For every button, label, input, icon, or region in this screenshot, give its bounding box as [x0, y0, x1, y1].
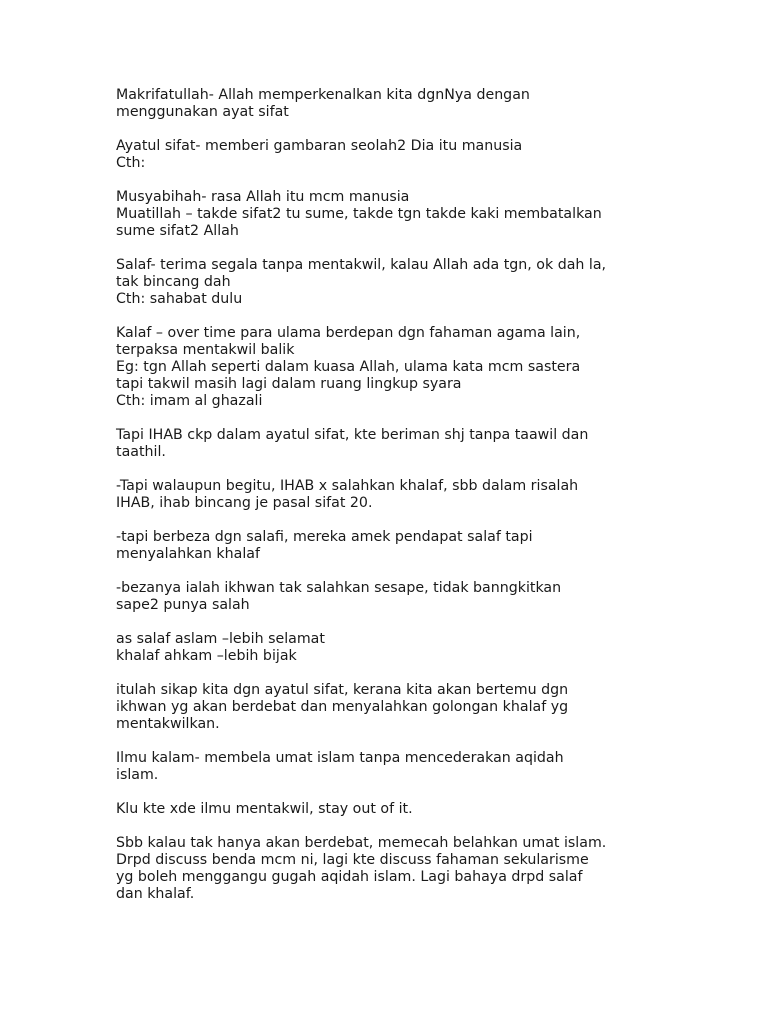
paragraph-stay-out: [116, 801, 736, 818]
text-line: taathil.: [116, 444, 166, 460]
text-line: IHAB, ihab bincang je pasal sifat 20.: [116, 495, 373, 511]
text-line: Cth: imam al ghazali: [116, 393, 263, 409]
document-page: [116, 87, 736, 920]
text-line: terpaksa mentakwil balik: [116, 342, 295, 358]
text-line: yg boleh menggangu gugah aqidah islam. Lagi bahaya drpd salaf: [116, 869, 583, 885]
paragraph-salafi: [116, 529, 736, 563]
text-line: mentakwilkan.: [116, 716, 220, 732]
text-line: islam.: [116, 767, 159, 783]
text-line: itulah sikap kita dgn ayatul sifat, kerana kita akan bertemu dgn: [116, 682, 569, 698]
paragraph-ilmu-kalam: [116, 750, 736, 784]
text-line: Ayatul sifat- memberi gambaran seolah2 Dia itu manusia: [116, 138, 523, 154]
text-line: tapi takwil masih lagi dalam ruang lingkup syara: [116, 376, 462, 392]
text-line: Sbb kalau tak hanya akan berdebat, memecah belahkan umat islam.: [116, 835, 607, 851]
text-line: Tapi IHAB ckp dalam ayatul sifat, kte beriman shj tanpa taawil dan: [116, 427, 589, 443]
text-line: menggunakan ayat sifat: [116, 104, 289, 120]
text-line: Musyabihah- rasa Allah itu mcm manusia: [116, 189, 410, 205]
text-line: khalaf ahkam –lebih bijak: [116, 648, 297, 664]
text-line: sume sifat2 Allah: [116, 223, 239, 239]
text-line: Klu kte xde ilmu mentakwil, stay out of it.: [116, 801, 413, 817]
text-line: Ilmu kalam- membela umat islam tanpa mencederakan aqidah: [116, 750, 564, 766]
text-line: Makrifatullah- Allah memperkenalkan kita dgnNya dengan: [116, 87, 530, 103]
paragraph-salaf: [116, 257, 736, 308]
text-line: -Tapi walaupun begitu, IHAB x salahkan khalaf, sbb dalam risalah: [116, 478, 579, 494]
paragraph-ihab-ayatul-sifat: [116, 427, 736, 461]
text-line: menyalahkan khalaf: [116, 546, 260, 562]
text-line: dan khalaf.: [116, 886, 195, 902]
paragraph-sekularisme: [116, 835, 736, 903]
text-line: ikhwan yg akan berdebat dan menyalahkan golongan khalaf yg: [116, 699, 569, 715]
text-line: Cth: sahabat dulu: [116, 291, 243, 307]
text-line: Cth:: [116, 155, 146, 171]
text-line: Kalaf – over time para ulama berdepan dgn fahaman agama lain,: [116, 325, 581, 341]
text-line: as salaf aslam –lebih selamat: [116, 631, 325, 647]
text-line: Drpd discuss benda mcm ni, lagi kte discuss fahaman sekularisme: [116, 852, 589, 868]
paragraph-kalaf: [116, 325, 736, 410]
paragraph-musyabihah: [116, 189, 736, 240]
text-line: Salaf- terima segala tanpa mentakwil, kalau Allah ada tgn, ok dah la,: [116, 257, 607, 273]
text-line: Eg: tgn Allah seperti dalam kuasa Allah, ulama kata mcm sastera: [116, 359, 581, 375]
paragraph-makrifatullah: [116, 87, 736, 121]
paragraph-ayatul-sifat: [116, 138, 736, 172]
text-line: -tapi berbeza dgn salafi, mereka amek pendapat salaf tapi: [116, 529, 533, 545]
paragraph-sikap: [116, 682, 736, 733]
text-line: Muatillah – takde sifat2 tu sume, takde tgn takde kaki membatalkan: [116, 206, 602, 222]
text-line: tak bincang dah: [116, 274, 231, 290]
text-line: -bezanya ialah ikhwan tak salahkan sesape, tidak banngkitkan: [116, 580, 562, 596]
paragraph-ihab-khalaf: [116, 478, 736, 512]
paragraph-ikhwan: [116, 580, 736, 614]
text-line: sape2 punya salah: [116, 597, 250, 613]
paragraph-aslam-ahkam: [116, 631, 736, 665]
